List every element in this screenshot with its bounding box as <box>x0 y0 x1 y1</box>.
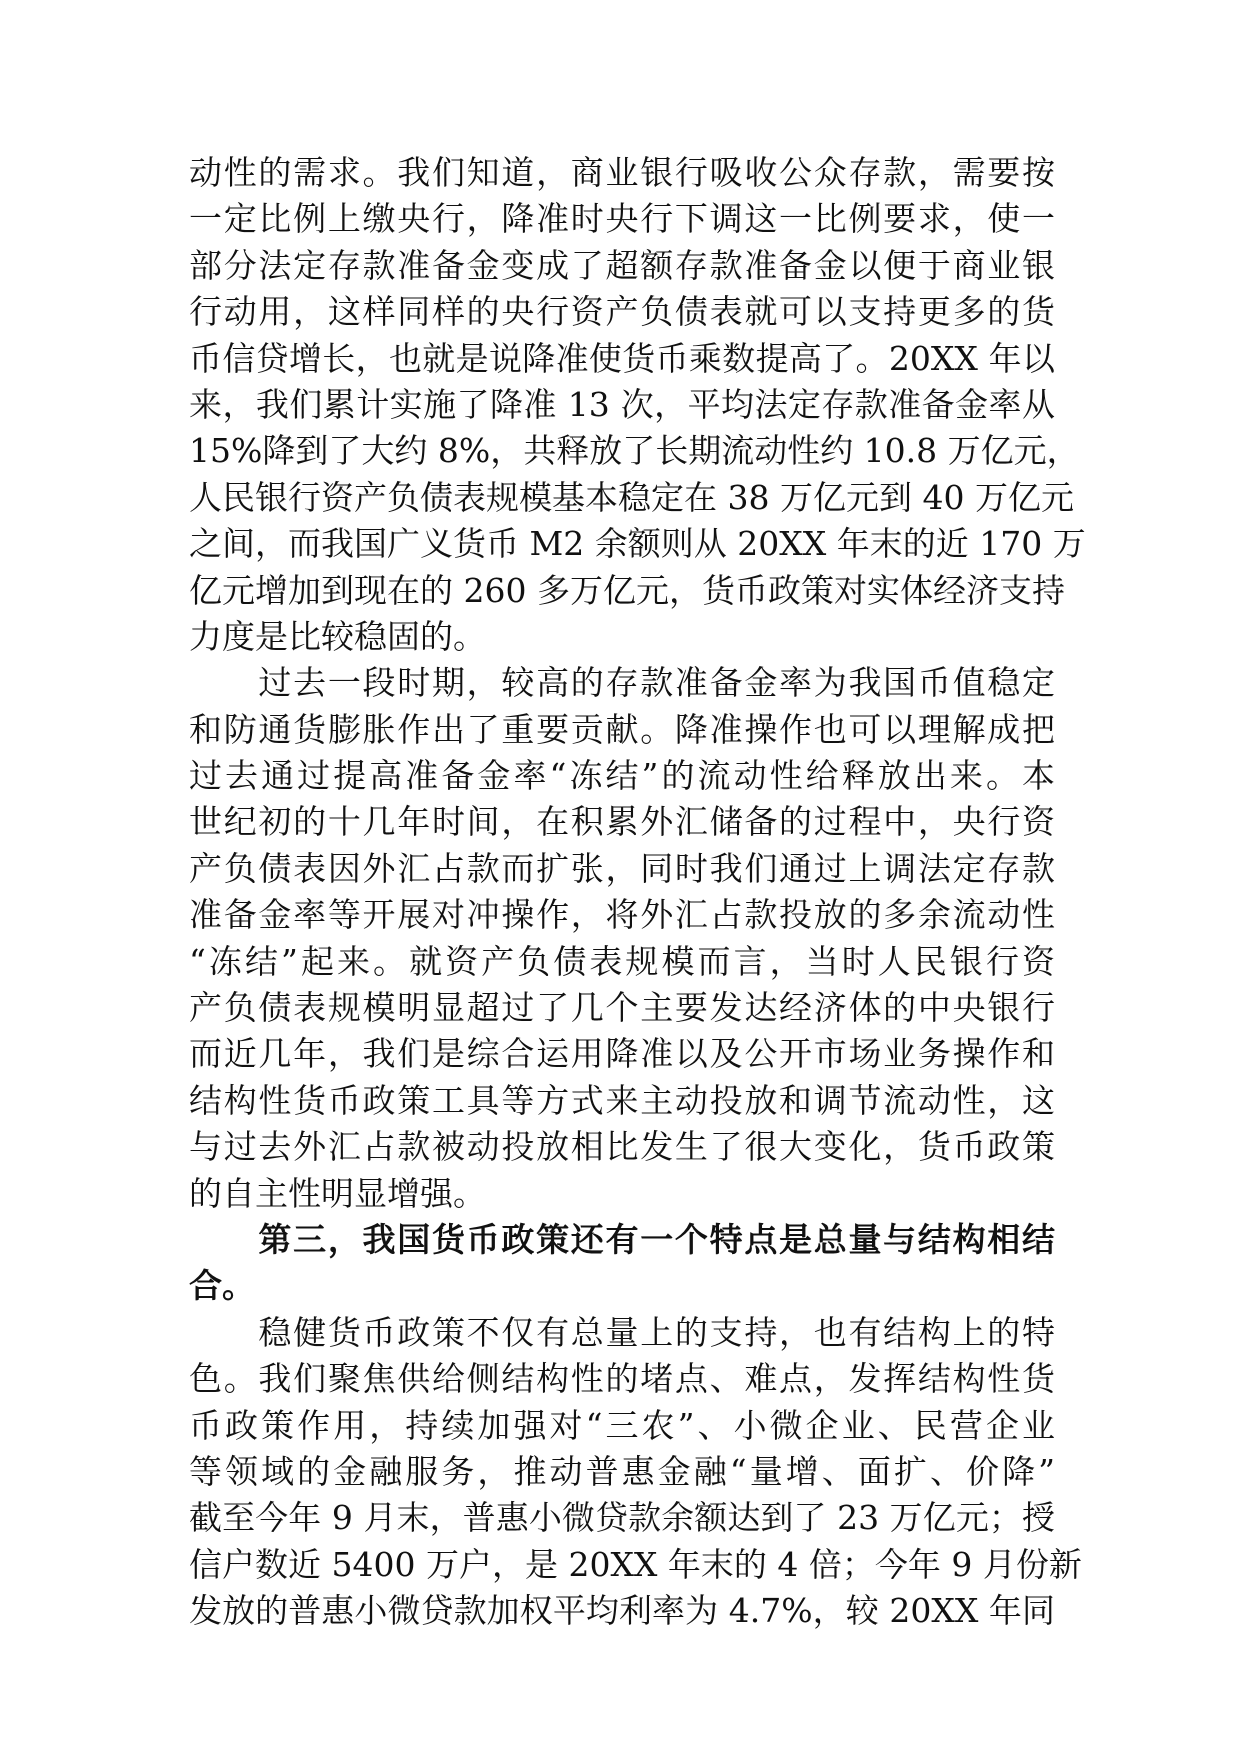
text-line: 第三，我国货币政策还有一个特点是总量与结构相结 <box>189 1219 1055 1259</box>
text-line: 15%降到了大约 8%，共释放了长期流动性约 10.8 万亿元， <box>189 431 1080 471</box>
paragraph-p2 <box>189 660 1055 1217</box>
paragraph-p1 <box>189 150 1086 660</box>
text-line: 发放的普惠小微贷款加权平均利率为 4.7%，较 20XX 年同 <box>189 1591 1055 1631</box>
text-line: 行动用，这样同样的央行资产负债表就可以支持更多的货 <box>189 292 1055 332</box>
text-line: 亿元增加到现在的 260 多万亿元，货币政策对实体经济支持 <box>189 570 1065 610</box>
text-line: 过去通过提高准备金率“冻结”的流动性给释放出来。本 <box>189 756 1055 796</box>
text-line: 产负债表因外汇占款而扩张，同时我们通过上调法定存款 <box>189 848 1055 888</box>
text-line: 和防通货膨胀作出了重要贡献。降准操作也可以理解成把 <box>189 709 1055 749</box>
text-line: 等领域的金融服务，推动普惠金融“量增、面扩、价降” <box>189 1451 1055 1491</box>
text-line: 的自主性明显增强。 <box>189 1173 486 1213</box>
document-body <box>189 150 1086 1635</box>
text-line: 色。我们聚焦供给侧结构性的堵点、难点，发挥结构性货 <box>189 1359 1055 1399</box>
paragraph-p3 <box>189 1217 1055 1310</box>
text-line: 币信贷增长，也就是说降准使货币乘数提高了。20XX 年以 <box>189 338 1055 378</box>
text-line: 来，我们累计实施了降准 13 次，平均法定存款准备金率从 <box>189 384 1055 424</box>
text-line: “冻结”起来。就资产负债表规模而言，当时人民银行资 <box>189 941 1055 981</box>
text-line: 准备金率等开展对冲操作，将外汇占款投放的多余流动性 <box>189 895 1055 935</box>
paragraph-p4 <box>189 1310 1082 1635</box>
text-line: 产负债表规模明显超过了几个主要发达经济体的中央银行 <box>189 988 1055 1028</box>
text-line: 过去一段时期，较高的存款准备金率为我国币值稳定 <box>189 663 1055 703</box>
text-line: 币政策作用，持续加强对“三农”、小微企业、民营企业 <box>189 1405 1055 1445</box>
text-line: 而近几年，我们是综合运用降准以及公开市场业务操作和 <box>189 1034 1055 1074</box>
text-line: 之间，而我国广义货币 M2 余额则从 20XX 年末的近 170 万 <box>189 524 1086 564</box>
text-line: 稳健货币政策不仅有总量上的支持，也有结构上的特 <box>189 1312 1055 1352</box>
text-line: 截至今年 9 月末，普惠小微贷款余额达到了 23 万亿元；授 <box>189 1498 1055 1538</box>
text-line: 力度是比较稳固的。 <box>189 616 486 656</box>
text-line: 一定比例上缴央行，降准时央行下调这一比例要求，使一 <box>189 199 1055 239</box>
text-line: 部分法定存款准备金变成了超额存款准备金以便于商业银 <box>189 245 1055 285</box>
text-line: 结构性货币政策工具等方式来主动投放和调节流动性，这 <box>189 1080 1055 1120</box>
text-line: 动性的需求。我们知道，商业银行吸收公众存款，需要按 <box>189 153 1055 192</box>
text-line: 信户数近 5400 万户，是 20XX 年末的 4 倍；今年 9 月份新 <box>189 1544 1082 1584</box>
text-line: 人民银行资产负债表规模基本稳定在 38 万亿元到 40 万亿元 <box>189 477 1074 517</box>
text-line: 与过去外汇占款被动投放相比发生了很大变化，货币政策 <box>189 1127 1055 1167</box>
text-line: 合。 <box>189 1266 255 1306</box>
text-line: 世纪初的十几年时间，在积累外汇储备的过程中，央行资 <box>189 802 1055 842</box>
